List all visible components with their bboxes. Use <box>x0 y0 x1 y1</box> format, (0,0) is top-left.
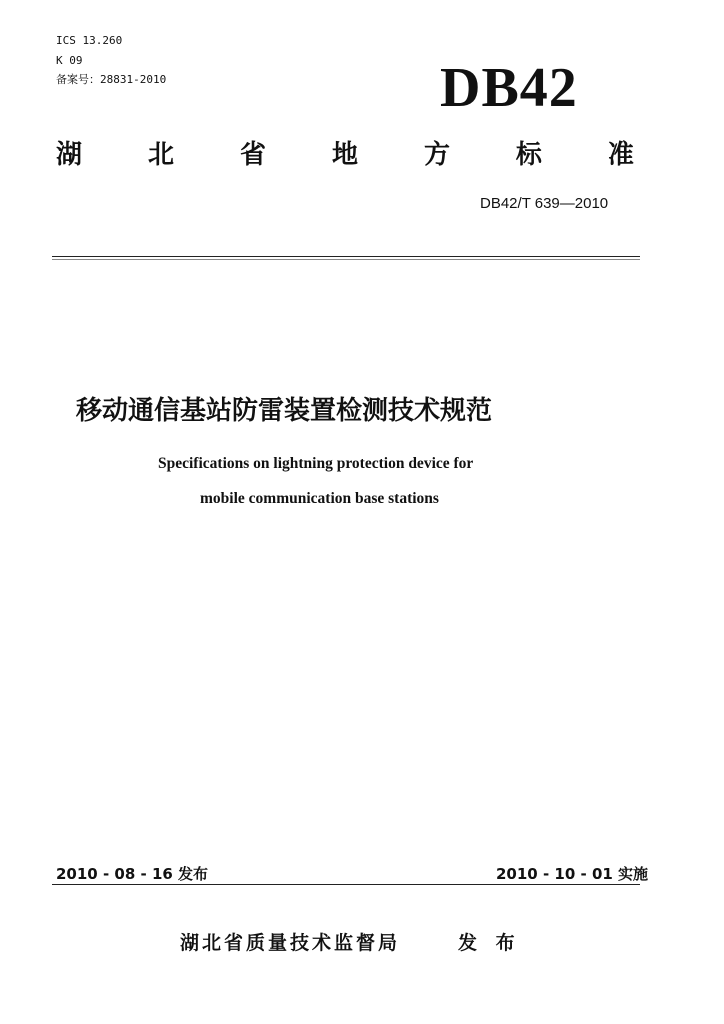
document-title-en-line2: mobile communication base stations <box>200 490 439 507</box>
title-char: 标 <box>515 140 542 170</box>
title-char: 省 <box>239 140 266 170</box>
divider <box>52 256 640 257</box>
filing-number: 备案号：28831-2010 <box>56 73 167 86</box>
issue-label: 发 布 <box>458 932 521 954</box>
implement-date: 2010 - 10 - 01 实施 <box>496 865 649 883</box>
title-char: 方 <box>423 140 450 170</box>
standard-code: DB42/T 639—2010 <box>480 195 609 212</box>
document-title-zh: 移动通信基站防雷装置检测技术规范 <box>76 396 493 426</box>
title-char: 湖 <box>56 140 83 170</box>
db-code-logo: DB42 <box>440 57 578 119</box>
publish-date: 2010 - 08 - 16 发布 <box>56 865 209 883</box>
divider <box>52 884 640 885</box>
issuing-authority: 湖北省质量技术监督局 <box>180 932 401 954</box>
divider <box>52 259 640 260</box>
standard-type-title <box>56 138 634 172</box>
title-char: 地 <box>331 140 358 170</box>
ics-code: ICS 13.260 <box>56 34 123 47</box>
title-char: 准 <box>607 140 634 170</box>
classification-code: K 09 <box>56 54 83 67</box>
document-title-en-line1: Specifications on lightning protection device for <box>158 455 474 472</box>
title-char: 北 <box>147 140 174 170</box>
